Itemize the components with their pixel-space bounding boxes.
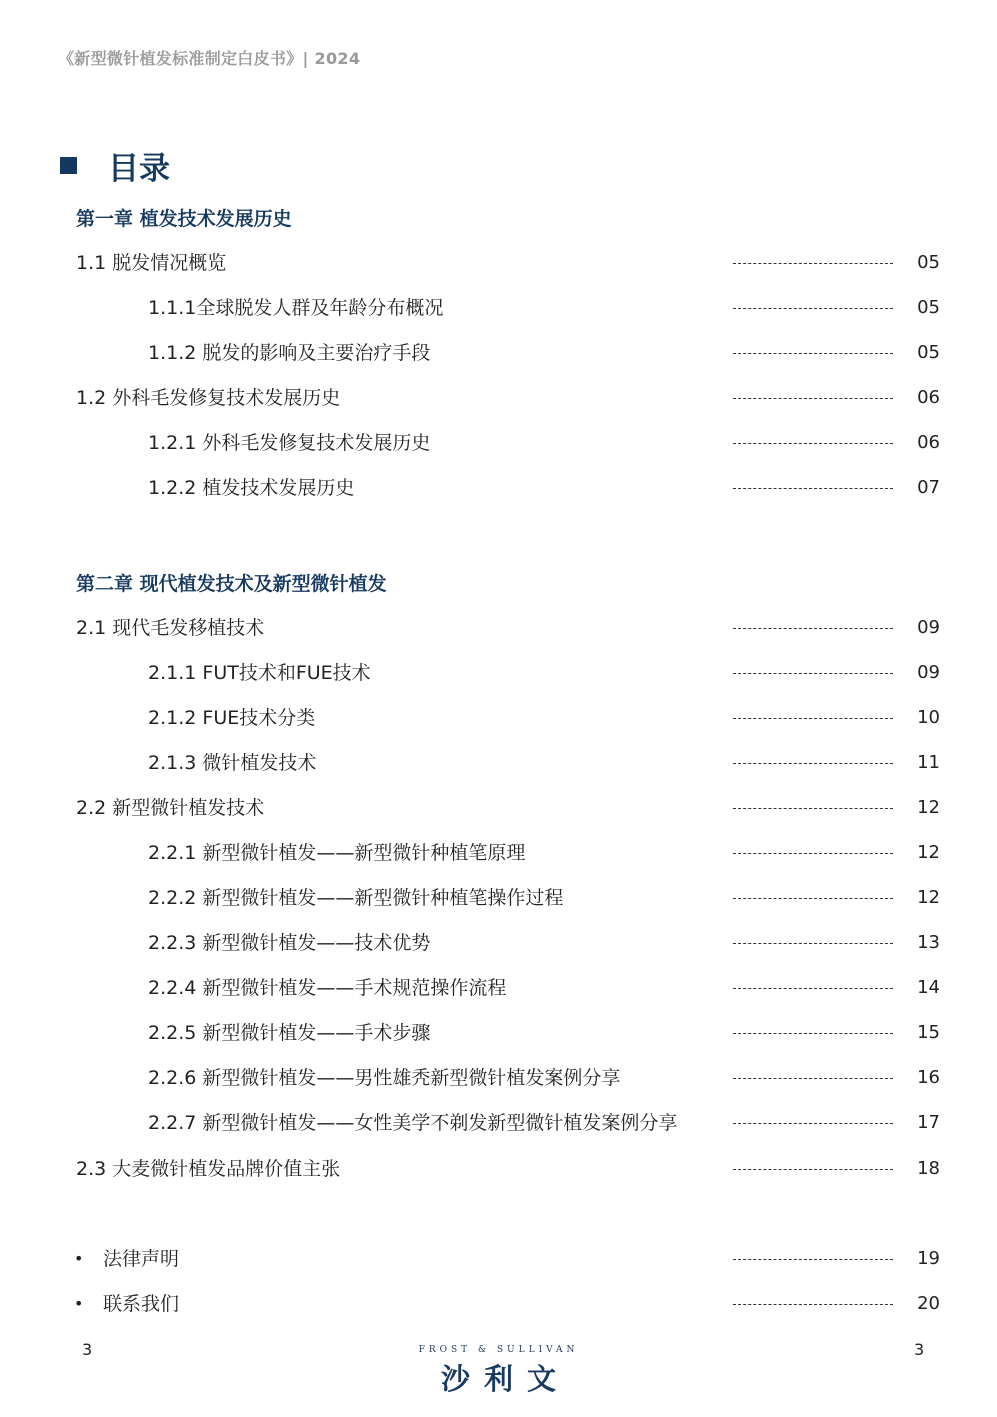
toc-page-number: 12 bbox=[917, 887, 940, 908]
toc-entry[interactable] bbox=[0, 293, 997, 323]
toc-entry[interactable] bbox=[0, 428, 997, 458]
toc-page-number: 10 bbox=[917, 707, 940, 728]
toc-entry-label: 1.1.2 脱发的影响及主要治疗手段 bbox=[148, 342, 431, 364]
toc-page-number: 18 bbox=[917, 1158, 940, 1179]
toc-page-number: 16 bbox=[917, 1067, 940, 1088]
page-number-left: 3 bbox=[82, 1340, 93, 1359]
toc-page-number: 07 bbox=[917, 477, 940, 498]
toc-page-number: 11 bbox=[917, 752, 940, 773]
toc-entry[interactable] bbox=[0, 793, 997, 823]
toc-entry[interactable] bbox=[0, 1108, 997, 1138]
toc-entry[interactable] bbox=[0, 928, 997, 958]
logo-chinese-text: 沙利文 bbox=[440, 1362, 570, 1396]
toc-entry-label: 2.2.5 新型微针植发——手术步骤 bbox=[148, 1022, 431, 1044]
toc-entry[interactable] bbox=[0, 973, 997, 1003]
toc-entry-label: 1.1 脱发情况概览 bbox=[76, 252, 227, 274]
toc-page-number: 12 bbox=[917, 842, 940, 863]
toc-entry-label: 1.1.1全球脱发人群及年龄分布概况 bbox=[148, 297, 444, 319]
toc-entry-label: 2.2 新型微针植发技术 bbox=[76, 797, 265, 819]
toc-entry-label: 法律声明 bbox=[103, 1248, 180, 1270]
toc-page-number: 06 bbox=[917, 387, 940, 408]
toc-entry-label: 1.2.2 植发技术发展历史 bbox=[148, 477, 355, 499]
toc-entry-label: 联系我们 bbox=[103, 1293, 180, 1315]
toc-page-number: 15 bbox=[917, 1022, 940, 1043]
toc-entry-label: 1.2.1 外科毛发修复技术发展历史 bbox=[148, 432, 431, 454]
leader-dots bbox=[733, 898, 893, 899]
chapter-2-title: 第二章 现代植发技术及新型微针植发 bbox=[76, 573, 387, 595]
logo-english-text: FROST & SULLIVAN bbox=[418, 1345, 579, 1355]
bullet-icon: • bbox=[74, 1249, 84, 1268]
toc-page-number: 09 bbox=[917, 662, 940, 683]
toc-entry-label: 2.1.1 FUT技术和FUE技术 bbox=[148, 662, 371, 684]
leader-dots bbox=[733, 943, 893, 944]
leader-dots bbox=[733, 263, 893, 264]
toc-entry[interactable] bbox=[0, 703, 997, 733]
toc-page-number: 05 bbox=[917, 297, 940, 318]
toc-entry[interactable] bbox=[0, 658, 997, 688]
toc-entry-label: 2.2.1 新型微针植发——新型微针种植笔原理 bbox=[148, 842, 526, 864]
toc-entry[interactable] bbox=[0, 383, 997, 413]
toc-entry[interactable] bbox=[0, 248, 997, 278]
leader-dots bbox=[733, 673, 893, 674]
page-number-right: 3 bbox=[914, 1340, 925, 1359]
leader-dots bbox=[733, 443, 893, 444]
leader-dots bbox=[733, 808, 893, 809]
toc-entry-contact[interactable] bbox=[0, 1289, 997, 1319]
leader-dots bbox=[733, 398, 893, 399]
toc-title: 目录 bbox=[108, 150, 170, 187]
toc-heading bbox=[60, 140, 170, 190]
toc-entry[interactable] bbox=[0, 1154, 997, 1184]
toc-entry[interactable] bbox=[0, 1018, 997, 1048]
leader-dots bbox=[733, 1169, 893, 1170]
toc-page-number: 05 bbox=[917, 342, 940, 363]
leader-dots bbox=[733, 1033, 893, 1034]
leader-dots bbox=[733, 308, 893, 309]
leader-dots bbox=[733, 353, 893, 354]
toc-entry-label: 2.2.2 新型微针植发——新型微针种植笔操作过程 bbox=[148, 887, 564, 909]
leader-dots bbox=[733, 763, 893, 764]
toc-entry-label: 2.1.2 FUE技术分类 bbox=[148, 707, 316, 729]
toc-entry-label: 2.2.7 新型微针植发——女性美学不剃发新型微针植发案例分享 bbox=[148, 1112, 678, 1134]
toc-page-number: 09 bbox=[917, 617, 940, 638]
leader-dots bbox=[733, 1123, 893, 1124]
chapter-1-title: 第一章 植发技术发展历史 bbox=[76, 208, 292, 230]
toc-page-number: 12 bbox=[917, 797, 940, 818]
toc-page-number: 13 bbox=[917, 932, 940, 953]
leader-dots bbox=[733, 1078, 893, 1079]
toc-entry-label: 2.3 大麦微针植发品牌价值主张 bbox=[76, 1158, 341, 1180]
toc-entry-label: 2.2.4 新型微针植发——手术规范操作流程 bbox=[148, 977, 507, 999]
toc-entry[interactable] bbox=[0, 338, 997, 368]
toc-page-number: 17 bbox=[917, 1112, 940, 1133]
toc-entry-label: 2.2.3 新型微针植发——技术优势 bbox=[148, 932, 431, 954]
toc-page-number: 19 bbox=[917, 1248, 940, 1269]
toc-entry[interactable] bbox=[0, 838, 997, 868]
toc-page-number: 05 bbox=[917, 252, 940, 273]
leader-dots bbox=[733, 488, 893, 489]
toc-page-number: 06 bbox=[917, 432, 940, 453]
document-header-title: 《新型微针植发标准制定白皮书》| 2024 bbox=[58, 49, 361, 68]
toc-page-number: 20 bbox=[917, 1293, 940, 1314]
leader-dots bbox=[733, 988, 893, 989]
leader-dots bbox=[733, 628, 893, 629]
toc-entry-label: 1.2 外科毛发修复技术发展历史 bbox=[76, 387, 341, 409]
toc-page-number: 14 bbox=[917, 977, 940, 998]
bullet-icon: • bbox=[74, 1294, 84, 1313]
toc-entry-label: 2.1 现代毛发移植技术 bbox=[76, 617, 265, 639]
heading-square-icon bbox=[60, 157, 77, 174]
toc-entry[interactable] bbox=[0, 883, 997, 913]
frost-sullivan-logo bbox=[0, 1345, 997, 1398]
toc-entry[interactable] bbox=[0, 748, 997, 778]
toc-entry[interactable] bbox=[0, 613, 997, 643]
toc-entry-label: 2.2.6 新型微针植发——男性雄秃新型微针植发案例分享 bbox=[148, 1067, 621, 1089]
leader-dots bbox=[733, 1259, 893, 1260]
toc-entry[interactable] bbox=[0, 473, 997, 503]
toc-entry-label: 2.1.3 微针植发技术 bbox=[148, 752, 317, 774]
leader-dots bbox=[733, 853, 893, 854]
leader-dots bbox=[733, 718, 893, 719]
leader-dots bbox=[733, 1304, 893, 1305]
toc-entry[interactable] bbox=[0, 1063, 997, 1093]
toc-entry-legal[interactable] bbox=[0, 1244, 997, 1274]
